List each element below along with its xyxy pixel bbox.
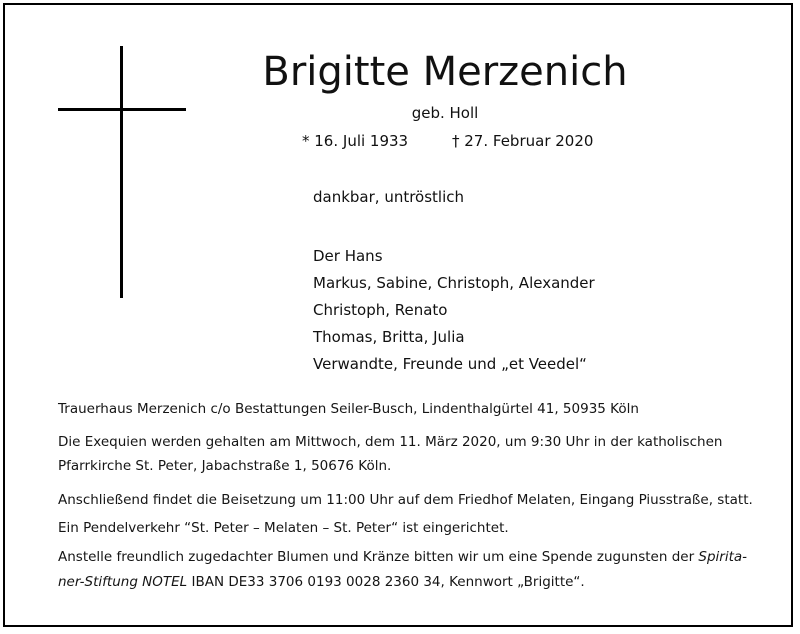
donation-text: Anstelle freundlich zugedachter Blumen und Kränze bitten wir um eine Spende zugunsten der <box>58 549 699 565</box>
cross-icon-vertical-bar <box>120 46 123 298</box>
exequien-text-line-1: Die Exequien werden gehalten am Mittwoch, dem 11. März 2020, um 9:30 Uhr in der katholischen <box>58 434 723 450</box>
mourning-phrase: dankbar, untröstlich <box>313 188 465 206</box>
mourner-line: Markus, Sabine, Christoph, Alexander <box>313 274 595 292</box>
donation-text-line-2 <box>58 572 585 592</box>
birth-date: * 16. Juli 1933 <box>302 132 409 150</box>
maiden-name: geb. Holl <box>411 104 479 122</box>
donation-bank-details: IBAN DE33 3706 0193 0028 2360 34, Kennwort „Brigitte“. <box>187 574 585 590</box>
mourner-line: Verwandte, Freunde und „et Veedel“ <box>313 355 587 373</box>
mourner-line: Thomas, Britta, Julia <box>313 328 465 346</box>
exequien-text-line-2: Pfarrkirche St. Peter, Jabachstraße 1, 50676 Köln. <box>58 458 392 474</box>
foundation-name-part-2: ner-Stiftung NOTEL <box>58 574 188 590</box>
foundation-name-part-1: Spirita- <box>698 549 748 565</box>
deceased-name: Brigitte Merzenich <box>262 49 628 95</box>
mourners-list <box>313 243 595 378</box>
cross-icon-horizontal-bar <box>58 108 186 111</box>
mourner-line: Der Hans <box>313 247 383 265</box>
death-date: † 27. Februar 2020 <box>452 132 594 150</box>
mourner-line: Christoph, Renato <box>313 301 448 319</box>
mourning-house-address: Trauerhaus Merzenich c/o Bestattungen Seiler-Busch, Lindenthalgürtel 41, 50935 Köln <box>58 401 639 417</box>
shuttle-text: Ein Pendelverkehr “St. Peter – Melaten – St. Peter“ ist eingerichtet. <box>58 520 509 536</box>
donation-text-line-1 <box>58 547 747 567</box>
burial-text: Anschließend findet die Beisetzung um 11:00 Uhr auf dem Friedhof Melaten, Eingang Piusstraße, statt. <box>58 492 753 508</box>
